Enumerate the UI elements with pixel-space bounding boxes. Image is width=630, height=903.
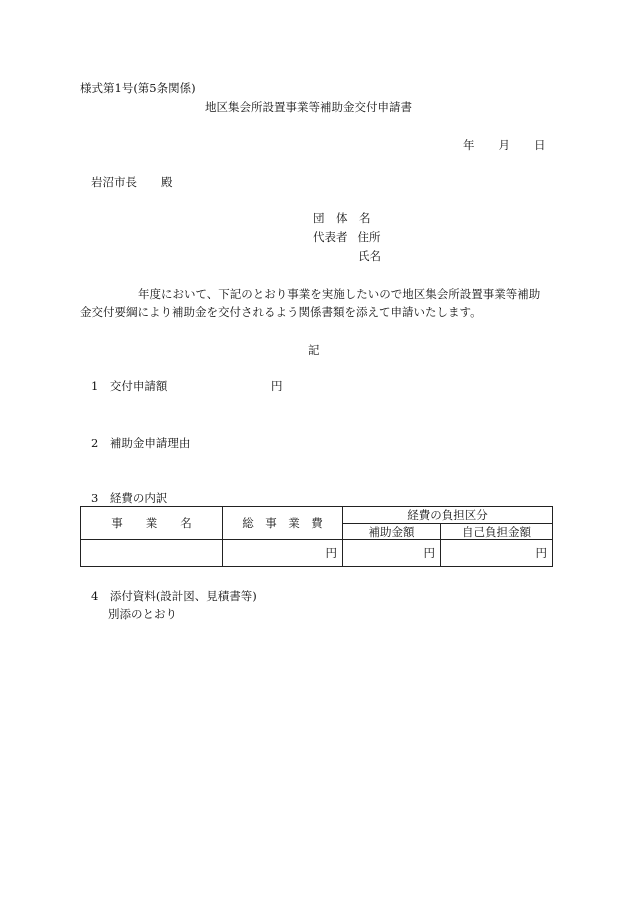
section3-label: 3 経費の内訳 (91, 491, 168, 505)
addressee-honorific: 殿 (161, 175, 173, 189)
date-day-label: 日 (534, 138, 546, 152)
form-number: 様式第1号(第5条関係) (80, 81, 196, 95)
cell-total-unit: 円 (223, 540, 343, 567)
section4-label: 4 添付資料(設計図、見積書等) (91, 589, 257, 603)
addressee-name: 岩沼市長 (91, 175, 137, 189)
date-line (463, 138, 546, 152)
ki-heading: 記 (308, 343, 320, 357)
section2-label: 2 補助金申請理由 (91, 436, 191, 450)
section1-unit: 円 (271, 379, 283, 393)
section1-label: 1 交付申請額 (91, 379, 168, 393)
document-title: 地区集会所設置事業等補助金交付申請書 (205, 100, 412, 114)
header-total-cost: 総 事 業 費 (223, 507, 343, 540)
section4-note: 別添のとおり (108, 607, 177, 621)
cell-project-name (81, 540, 223, 567)
body-text-line2: 金交付要綱により補助金を交付されるよう関係書類を添えて申請いたします。 (80, 305, 482, 319)
applicant-rep-label: 代表者 (313, 230, 348, 244)
header-project-name: 事 業 名 (81, 507, 223, 540)
body-text-line1: 年度において、下記のとおり事業を実施したいので地区集会所設置事業等補助 (138, 287, 541, 301)
applicant-address-label: 住所 (357, 230, 381, 244)
cell-subsidy-unit: 円 (343, 540, 441, 567)
header-breakdown: 経費の負担区分 (343, 507, 553, 524)
table-row (81, 540, 553, 567)
applicant-name-label: 氏名 (358, 249, 381, 263)
header-self-amount: 自己負担金額 (441, 524, 553, 540)
applicant-group-label: 団 体 名 (313, 211, 371, 225)
addressee (91, 175, 173, 189)
expense-table (80, 506, 553, 567)
applicant-rep-line (313, 230, 381, 244)
cell-self-unit: 円 (441, 540, 553, 567)
header-subsidy-amount: 補助金額 (343, 524, 441, 540)
date-year-label: 年 (463, 138, 475, 152)
date-month-label: 月 (498, 138, 510, 152)
